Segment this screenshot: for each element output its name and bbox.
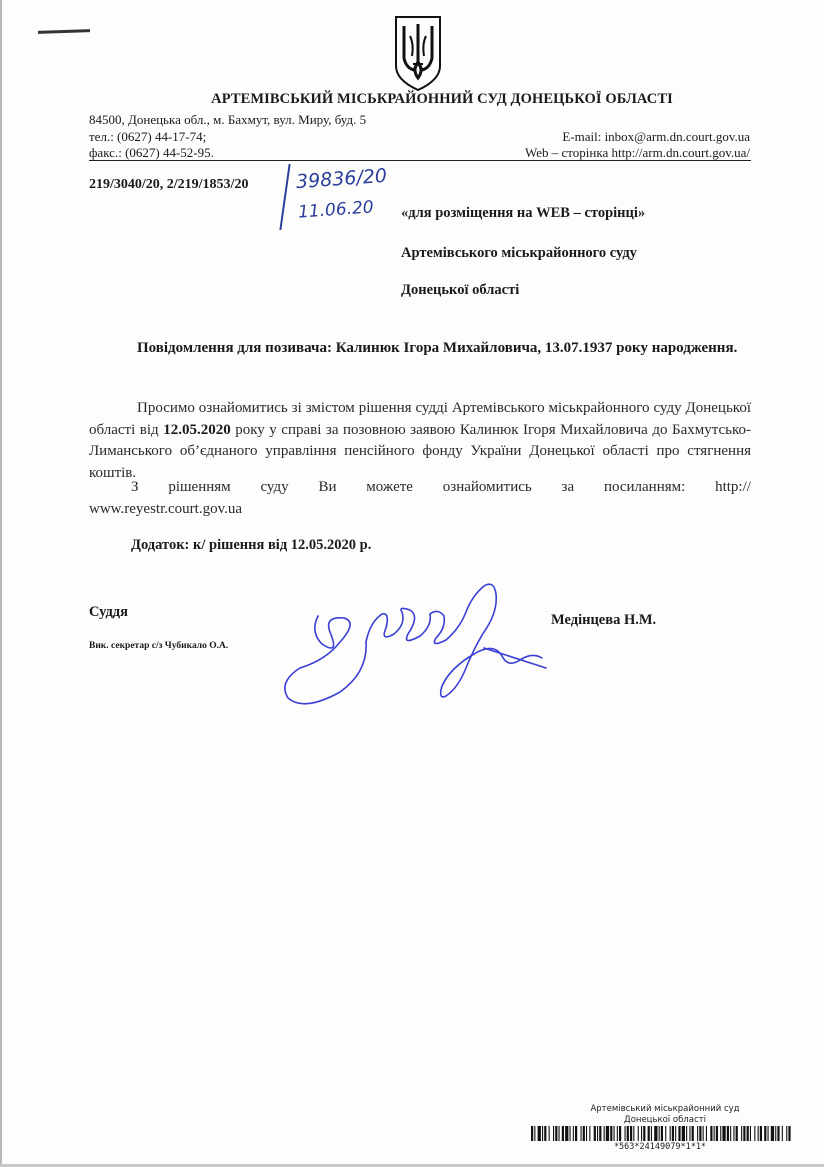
court-fax: факс.: (0627) 44-52-95. — [89, 145, 214, 160]
link-word: за — [561, 479, 575, 495]
body-text-part-2: року у справі за позовною заявою Калинюк Ігоря Михайловича до Бахмутсько-Лиманського об’єднаного управління пенсійного фонду України Донецької області про стягнення коштів. — [89, 421, 751, 481]
registry-link-url: www.reyestr.court.gov.ua — [89, 500, 243, 517]
link-word: посиланням: — [603, 479, 686, 495]
link-url-start: http:// — [715, 479, 751, 495]
decision-date: 12.05.2020 — [163, 421, 231, 438]
court-email: E-mail: inbox@arm.dn.court.gov.ua — [562, 129, 750, 144]
notice-body-paragraph — [89, 398, 751, 484]
judge-label: Суддя — [89, 604, 128, 620]
body-text-part-1: Просимо ознайомитись зі змістом рішення судді Артемівського міськрайонного суду Донецької області від — [89, 400, 751, 438]
document-barcode — [531, 1126, 791, 1141]
footer-court-name: Артемівський міськрайонний суд — [590, 1104, 740, 1114]
barcode-number: *563*24149079*1*1* — [613, 1142, 707, 1152]
court-phone: тел.: (0627) 44-17-74; — [89, 129, 207, 144]
scan-edge-left — [0, 0, 2, 1167]
link-word: можете — [366, 479, 413, 495]
judge-name: Медінцева Н.М. — [551, 612, 657, 628]
registry-link-paragraph — [89, 477, 751, 520]
registration-handwritten-stamp — [282, 164, 392, 234]
addressee-line-3: Донецької області — [401, 282, 520, 298]
court-website: Web – сторінка http://arm.dn.court.gov.ua/ — [524, 145, 750, 160]
link-word: рішенням — [168, 479, 231, 495]
case-number: 219/3040/20, 2/219/1853/20 — [89, 177, 249, 192]
secretary-note: Вик. секретар с/з Чубикало О.А. — [89, 641, 229, 651]
notice-title: Повідомлення для позивача: Калинюк Ігора Михайловича, 13.07.1937 року народження. — [137, 340, 738, 356]
link-word: Ви — [318, 479, 337, 495]
attachment-note: Додаток: к/ рішення від 12.05.2020 р. — [131, 537, 372, 553]
registration-date: 11.06.20 — [297, 197, 375, 223]
link-word: ознайомитись — [442, 479, 532, 495]
registry-link-line — [89, 477, 751, 499]
judge-signature — [270, 572, 550, 722]
link-word: З — [131, 479, 139, 495]
corner-staple-mark — [38, 29, 90, 34]
court-name-heading: АРТЕМІВСЬКИЙ МІСЬКРАЙОННИЙ СУД ДОНЕЦЬКОЇ ОБЛАСТІ — [211, 91, 673, 107]
addressee-line-1: «для розміщення на WEB – сторінці» — [401, 205, 646, 221]
addressee-line-2: Артемівського міськрайонного суду — [401, 245, 637, 261]
registration-number: 39836/20 — [295, 164, 388, 194]
link-word: суду — [260, 479, 289, 495]
footer-court-region: Донецької області — [624, 1115, 706, 1125]
coat-of-arms-icon — [392, 14, 444, 92]
header-divider — [89, 160, 751, 161]
court-address: 84500, Донецька обл., м. Бахмут, вул. Миру, буд. 5 — [89, 112, 367, 127]
